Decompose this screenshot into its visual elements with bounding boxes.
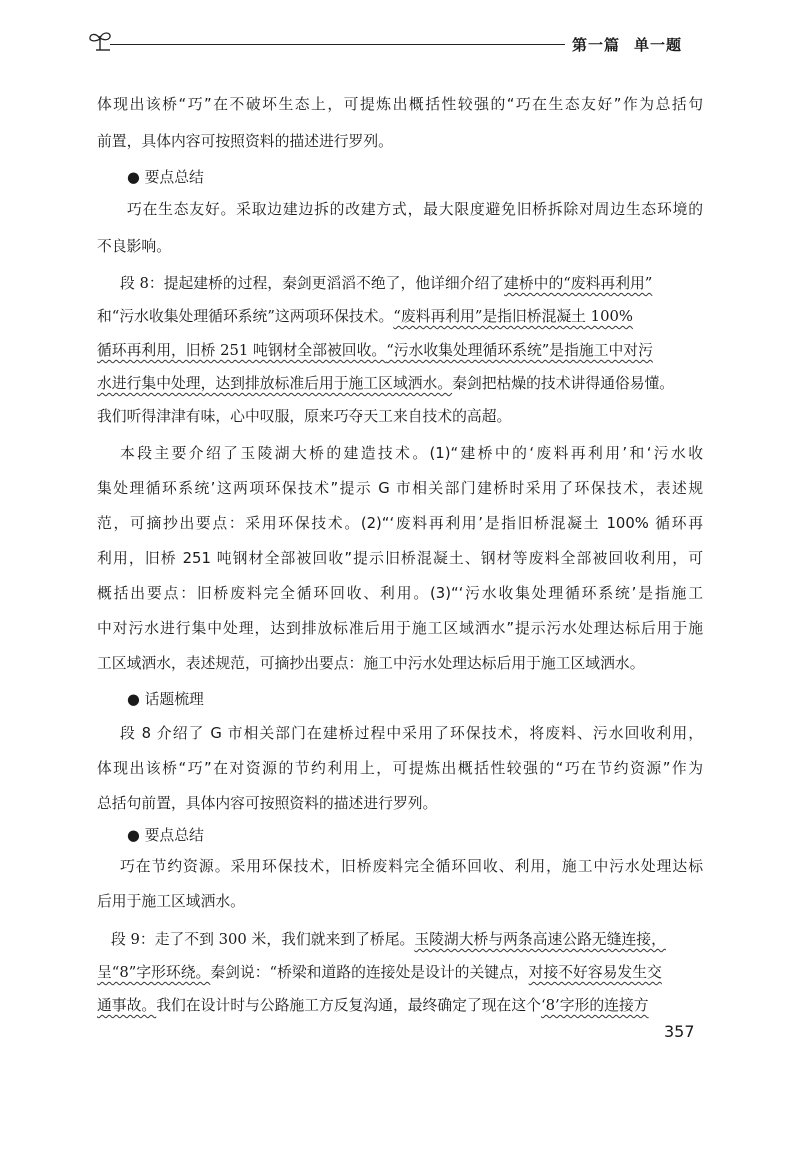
text-line: 体现出该桥“巧”在不破坏生态上，可提炼出概括性较强的“巧在生态友好”作为总括句	[97, 96, 703, 113]
header-rule	[110, 44, 565, 45]
text-line: 前置，具体内容可按照资料的描述进行罗列。	[97, 133, 393, 150]
source-line: 呈“8”字形环绕。秦剑说：“桥梁和道路的连接处是设计的关键点，对接不好容易发生交	[97, 964, 662, 981]
text-line: 工区域洒水，表述规范，可摘抄出要点：施工中污水处理达标后用于施工区域洒水。	[97, 655, 645, 672]
source-line: 和“污水收集处理循环系统”这两项环保技术。“废料再利用”是指旧桥混凝土 100%	[97, 308, 633, 325]
source-line: 循环再利用，旧桥 251 吨钢材全部被回收。“污水收集处理循环系统”是指施工中对污	[97, 342, 653, 359]
text-line: 集处理循环系统’这两项环保技术”提示 G 市相关部门建桥时采用了环保技术，表述规	[97, 480, 703, 497]
section-heading: ● 要点总结	[127, 169, 204, 186]
source-line: 水进行集中处理，达到排放标准后用于施工区域洒水。秦剑把枯燥的技术讲得通俗易懂。	[97, 375, 675, 392]
source-line: 段 9：走了不到 300 米，我们就来到了桥尾。玉陵湖大桥与两条高速公路无缝连接，	[111, 931, 666, 948]
source-line: 段 8：提起建桥的过程，秦剑更滔滔不绝了，他详细介绍了建桥中的“废料再利用”	[120, 275, 653, 292]
header-part: 第一篇	[572, 36, 621, 54]
text-line: 本段主要介绍了玉陵湖大桥的建造技术。(1)“建桥中的‘废料再利用’和‘污水收	[120, 445, 703, 462]
source-line: 通事故。我们在设计时与公路施工方反复沟通，最终确定了现在这个‘8’字形的连接方	[97, 997, 649, 1014]
text-line: 段 8 介绍了 G 市相关部门在建桥过程中采用了环保技术，将废料、污水回收利用，	[120, 725, 703, 742]
text-line: 范，可摘抄出要点：采用环保技术。(2)“‘废料再利用’是指旧桥混凝土 100% 循环再	[97, 515, 703, 532]
text-line: 总括句前置，具体内容可按照资料的描述进行罗列。	[97, 795, 438, 812]
text-line: 体现出该桥“巧”在对资源的节约利用上，可提炼出概括性较强的“巧在节约资源”作为	[97, 760, 703, 777]
text-line: 利用，旧桥 251 吨钢材全部被回收”提示旧桥混凝土、钢材等废料全部被回收利用，可	[97, 550, 703, 567]
section-heading: ● 要点总结	[127, 827, 204, 844]
text-line: 后用于施工区域洒水。	[97, 893, 245, 910]
text-line: 不良影响。	[97, 238, 171, 255]
running-header	[572, 34, 682, 55]
sprout-icon	[86, 30, 114, 52]
text-line: 巧在节约资源。采用环保技术，旧桥废料完全循环回收、利用，施工中污水处理达标	[120, 858, 703, 875]
source-line: 我们听得津津有味，心中叹服，原来巧夺天工来自技术的高超。	[97, 408, 512, 425]
text-line: 中对污水进行集中处理，达到排放标准后用于施工区域洒水”提示污水处理达标后用于施	[97, 620, 703, 637]
section-heading: ● 话题梳理	[127, 691, 204, 708]
text-line: 概括出要点：旧桥废料完全循环回收、利用。(3)“‘污水收集处理循环系统’是指施工	[97, 585, 703, 602]
header-chapter: 单一题	[634, 36, 683, 54]
text-line: 巧在生态友好。采取边建边拆的改建方式，最大限度避免旧桥拆除对周边生态环境的	[127, 201, 703, 218]
page-number: 357	[664, 1022, 695, 1041]
